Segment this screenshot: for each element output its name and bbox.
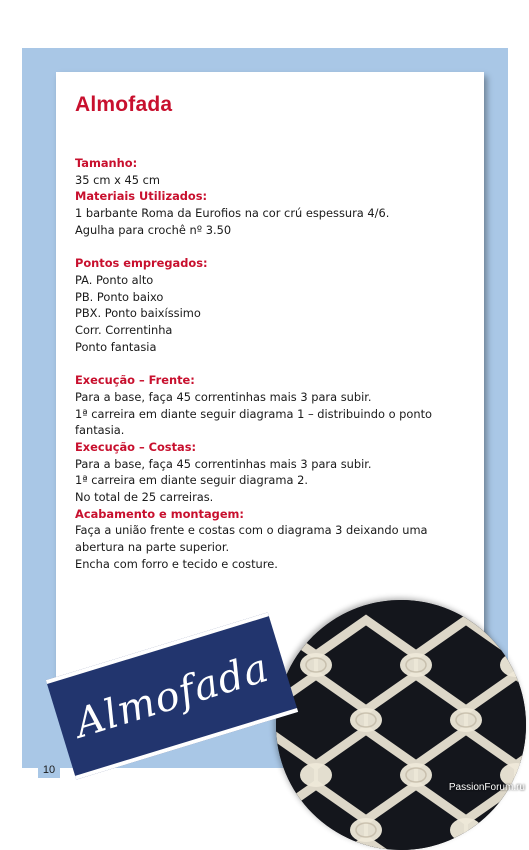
text-line: Ponto fantasia (75, 339, 157, 354)
text-line: PB. Ponto baixo (75, 289, 164, 304)
watermark: PassionForum.ru (448, 782, 525, 793)
text-line: Para a base, faça 45 correntinhas mais 3 para subir. (75, 456, 372, 471)
page-title: Almofada (75, 93, 173, 116)
text-line: Para a base, faça 45 correntinhas mais 3 para subir. (75, 389, 372, 404)
spacer (75, 239, 475, 256)
section-heading-frente: Execução – Frente: (75, 373, 195, 388)
section-heading-costas: Execução – Costas: (75, 439, 197, 454)
text-line: Faça a união frente e costas com o diagrama 3 deixando uma (75, 523, 428, 538)
text-line: 1 barbante Roma da Eurofios na cor crú espessura 4/6. (75, 206, 390, 221)
spacer (75, 355, 475, 372)
page-number: 10 (38, 762, 60, 778)
text-line: Agulha para crochê nº 3.50 (75, 222, 232, 237)
text-line: abertura na parte superior. (75, 540, 230, 555)
text-line: Encha com forro e tecido e costure. (75, 556, 278, 571)
crochet-lace-pattern (276, 600, 526, 850)
text-line: fantasia. (75, 423, 125, 438)
banner-text: Almofada (69, 644, 275, 748)
text-line: 1ª carreira em diante seguir diagrama 1 – distribuindo o ponto (75, 406, 433, 421)
text-line: PA. Ponto alto (75, 272, 154, 287)
section-heading-pontos: Pontos empregados: (75, 256, 208, 271)
section-heading-acabamento: Acabamento e montagem: (75, 506, 244, 521)
text-line: Corr. Correntinha (75, 323, 173, 338)
text-line: 1ª carreira em diante seguir diagrama 2. (75, 473, 308, 488)
section-heading-materiais: Materiais Utilizados: (75, 189, 208, 204)
recipe-content (75, 155, 475, 573)
section-heading-tamanho: Tamanho: (75, 156, 138, 170)
crochet-photo (276, 600, 526, 850)
text-line: PBX. Ponto baixíssimo (75, 306, 201, 321)
text-line: No total de 25 carreiras. (75, 490, 214, 505)
text-line: 35 cm x 45 cm (75, 172, 160, 187)
